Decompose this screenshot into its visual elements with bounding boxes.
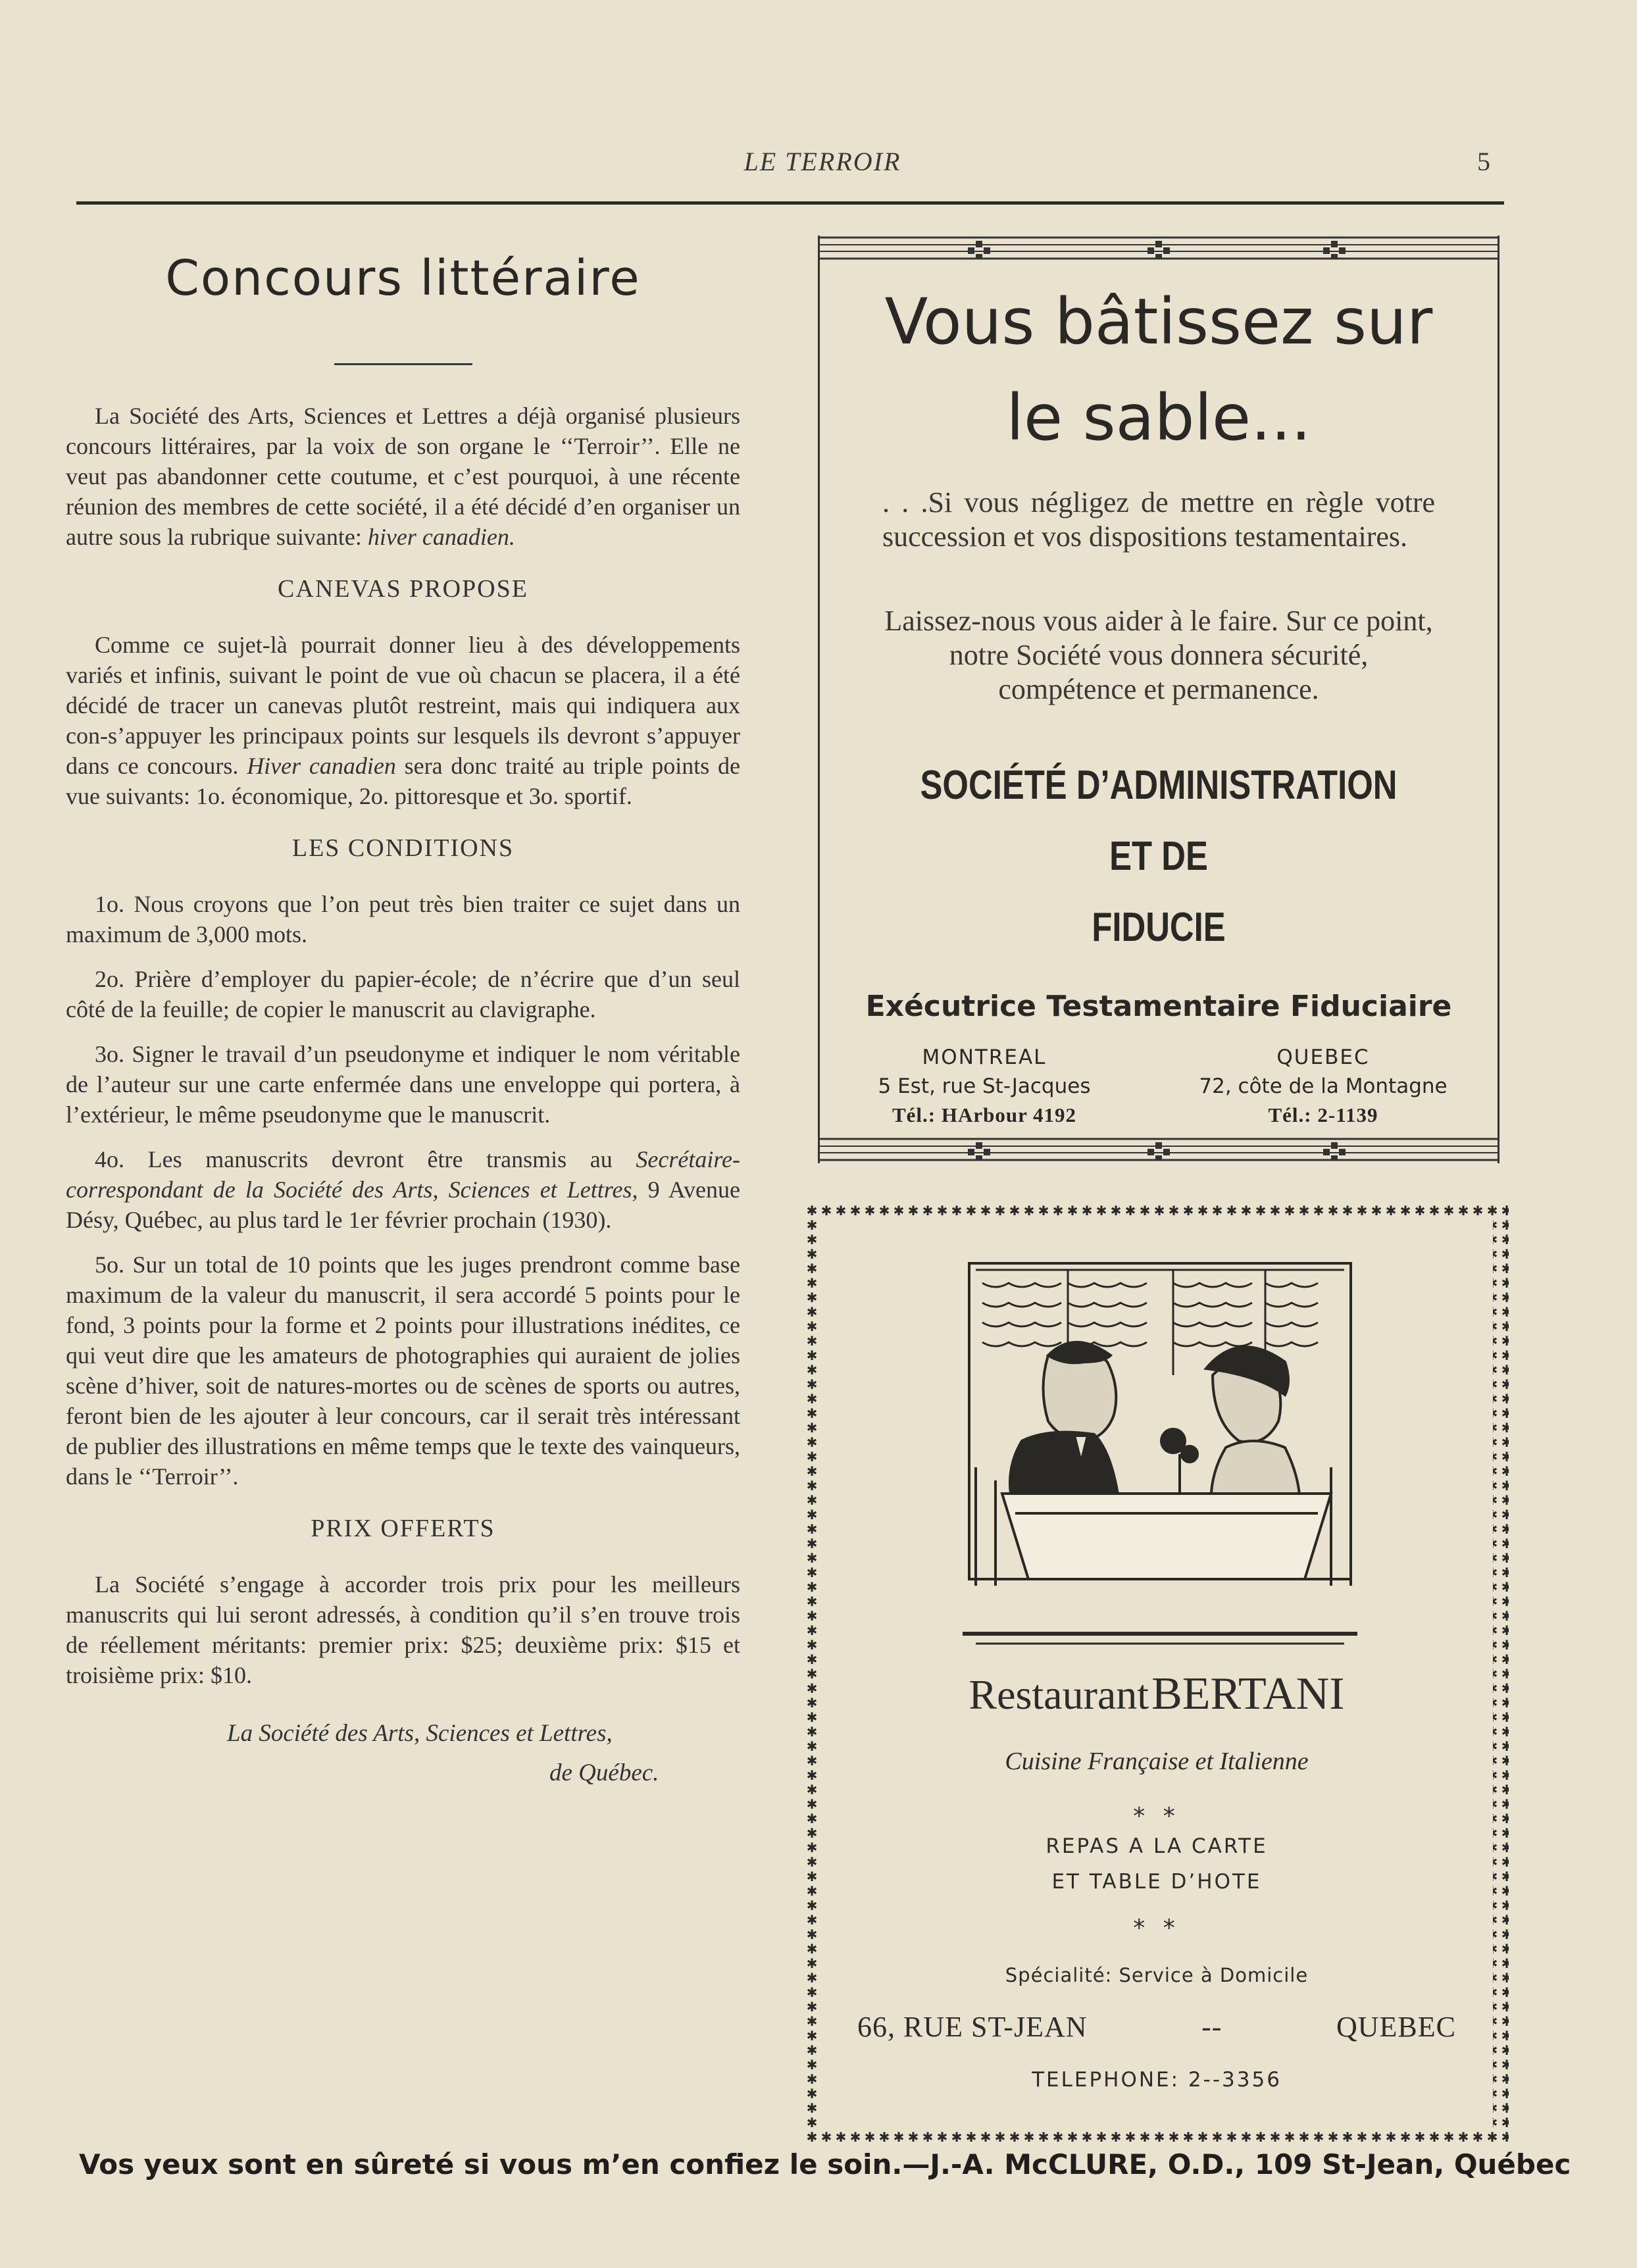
condition-3: 3o. Signer le travail d’un pseudonyme et indiquer le nom véritable de l’auteur sur une carte enfermée dans une enveloppe qui portera, à l’extérieur, le même pseudonyme que le manuscrit. bbox=[66, 1041, 740, 1128]
address-separator: -- bbox=[1201, 2011, 1222, 2043]
condition-2: 2o. Prière d’employer du papier-école; de n’écrire que d’un seul côté de la feuille; de copier le manuscrit au clavigraphe. bbox=[66, 966, 740, 1022]
company-name-line-1: SOCIÉTÉ D’ADMINISTRATION ET DE bbox=[920, 763, 1398, 879]
street-address: 66, RUE ST-JEAN bbox=[857, 2011, 1088, 2043]
canevas-text-a: Comme ce sujet-là pourrait donner lieu à des développements variés et infinis, suivant le point de vue où chacun se placera, il a été décidé de tracer un canevas plutôt restreint, mais qui indiquera aux con-s’appuyer les principaux points sur lesquels ils devront s’appuyer dans ce concours. bbox=[66, 632, 740, 779]
ad-border-ornament-top bbox=[818, 236, 1499, 262]
restaurant-address bbox=[857, 2010, 1456, 2044]
canevas-paragraph bbox=[66, 630, 740, 811]
signature-line-2: de Québec. bbox=[549, 1759, 659, 1786]
running-head: LE TERROIR bbox=[743, 147, 901, 176]
article-title: Concours littéraire bbox=[165, 250, 641, 307]
condition-1: 1o. Nous croyons que l’on peut très bien traiter ce sujet dans un maximum de 3,000 mots. bbox=[66, 891, 740, 947]
header-rule bbox=[76, 201, 1504, 205]
company-name-line-2: FIDUCIE bbox=[1092, 905, 1226, 950]
office-addresses bbox=[820, 1043, 1498, 1135]
condition-4 bbox=[66, 1144, 740, 1235]
specialty-line: Spécialité: Service à Domicile bbox=[1005, 1964, 1309, 1986]
condition-4-a: 4o. Les manuscrits devront être transmis au bbox=[95, 1146, 613, 1172]
ad-body-1: . . .Si vous négligez de mettre en règle votre succession et vos dispositions testamentaires. bbox=[882, 486, 1435, 553]
intro-italic: hiver canadien. bbox=[367, 524, 515, 550]
restaurant-prefix: Restaurant bbox=[969, 1671, 1149, 1718]
signature-line-1: La Société des Arts, Sciences et Lettres, bbox=[227, 1720, 613, 1747]
montreal-phone: Tél.: HArbour 4192 bbox=[892, 1103, 1077, 1126]
address-city: QUEBEC bbox=[1336, 2011, 1456, 2043]
menu-line-1: REPAS A LA CARTE bbox=[1045, 1834, 1268, 1858]
bertani-advertisement bbox=[805, 1204, 1509, 2145]
stars-divider-2: * * bbox=[1133, 1915, 1180, 1942]
montreal-address: 5 Est, rue St-Jacques bbox=[878, 1074, 1091, 1098]
menu-line-2: ET TABLE D’HOTE bbox=[1051, 1870, 1262, 1894]
dining-couple-illustration bbox=[969, 1263, 1351, 1586]
canevas-heading: CANEVAS PROPOSE bbox=[278, 575, 528, 603]
condition-4-b: 9 Avenue Désy, Québec, au plus tard le 1er février prochain (1930). bbox=[66, 1176, 741, 1233]
intro-text: La Société des Arts, Sciences et Lettres a déjà organisé plusieurs concours littéraires, par la voix de son organe le ‘‘Terroir’’. Elle ne veut pas abandonner cette coutume, et c’est pourquoi, à une récente réunion des membres de cette société, il a été décidé d’en organiser un autre sous la rubrique suivante: bbox=[66, 403, 740, 550]
canevas-italic: Hiver canadien bbox=[247, 753, 396, 779]
ad-body-2: Laissez-nous vous aider à le faire. Sur ce point, notre Société vous donnera sécurité, compétence et permanence. bbox=[884, 605, 1433, 705]
quebec-phone: Tél.: 2-1139 bbox=[1268, 1103, 1378, 1126]
company-subtitle: Exécutrice Testamentaire Fiduciaire bbox=[865, 990, 1452, 1023]
prix-paragraph: La Société s’engage à accorder trois prix pour les meilleurs manuscrits qui lui seront adressés, à condition qu’il s’en trouve trois de réellement méritants: premier prix: $25; deuxième prix: $15 et troisième prix: $10. bbox=[66, 1571, 740, 1688]
ad-headline-line-1: Vous bâtissez sur bbox=[884, 285, 1433, 359]
page-number: 5 bbox=[1477, 147, 1490, 176]
montreal-city: MONTREAL bbox=[922, 1046, 1047, 1069]
telephone-line: TELEPHONE: 2--3356 bbox=[1032, 2068, 1282, 2092]
quebec-office bbox=[1175, 1043, 1471, 1130]
montreal-office bbox=[846, 1043, 1122, 1130]
quebec-city: QUEBEC bbox=[1276, 1046, 1370, 1069]
stars-divider-1: * * bbox=[1133, 1803, 1180, 1830]
quebec-address: 72, côte de la Montagne bbox=[1199, 1074, 1448, 1098]
canevas-text-b: sera donc traité au triple points de vue suivants: 1o. économique, 2o. pittoresque et 3o. sportif. bbox=[66, 753, 741, 809]
ad-headline-line-2: le sable... bbox=[1006, 381, 1311, 455]
article-column bbox=[66, 250, 740, 1793]
title-rule bbox=[334, 363, 472, 365]
restaurant-name bbox=[805, 1668, 1509, 1721]
condition-5: 5o. Sur un total de 10 points que les juges prendront comme base maximum de la valeur du manuscrit, il sera accordé 5 points pour le fond, 3 points pour la forme et 2 points pour illustrations inédites, ce qui veut dire que les amateurs de photographies qui auraient de jolies scène d’hiver, soit de natures-mortes ou de scènes de sports ou autres, feront bien de les ajouter à leur concours, car il serait très intéressant de publier des illustrations en même temps que le texte des vainqueurs, dans le ‘‘Terroir’’. bbox=[66, 1251, 740, 1490]
ad-border-ornament-bottom bbox=[818, 1137, 1499, 1163]
cuisine-line: Cuisine Française et Italienne bbox=[1005, 1748, 1309, 1775]
prix-heading: PRIX OFFERTS bbox=[311, 1515, 495, 1542]
fiducie-advertisement bbox=[818, 236, 1499, 1163]
footer-advertisement: Vos yeux sont en sûreté si vous m’en confiez le soin.—J.-A. McCLURE, O.D., 109 St-Jean, Québec bbox=[79, 2148, 1571, 2180]
condition-4-italic: Secrétaire-correspondant de la Société des Arts, Sciences et Lettres, bbox=[66, 1146, 740, 1203]
company-name bbox=[916, 750, 1401, 963]
conditions-heading: LES CONDITIONS bbox=[291, 834, 515, 862]
fiducie-content bbox=[820, 274, 1498, 1135]
intro-paragraph bbox=[66, 401, 740, 552]
restaurant-main-name: BERTANI bbox=[1151, 1669, 1345, 1719]
